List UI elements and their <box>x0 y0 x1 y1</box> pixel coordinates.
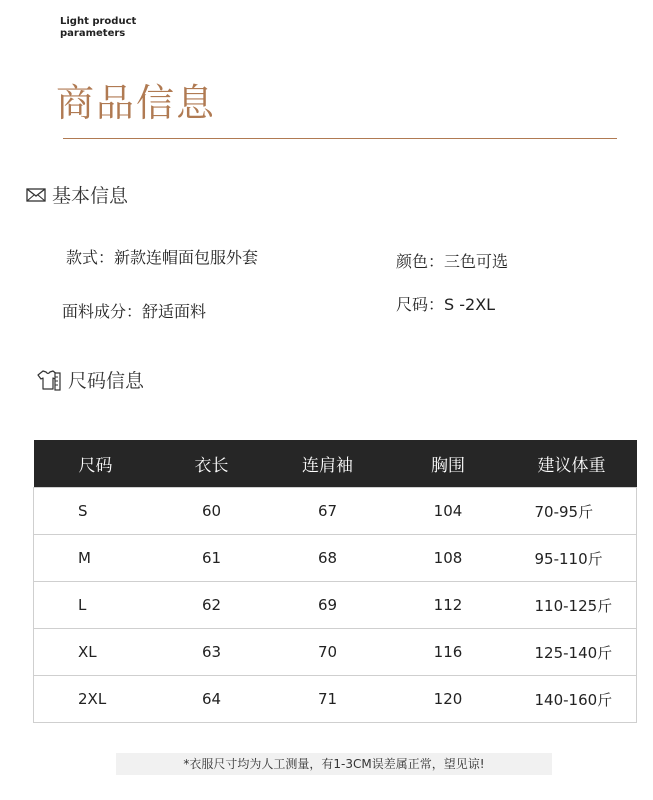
table-row <box>34 535 637 582</box>
cell-sleeve: 70 <box>266 629 390 676</box>
english-subtitle <box>60 16 180 40</box>
col-header-weight: 建议体重 <box>537 456 606 476</box>
cell-size: L <box>34 582 158 629</box>
cell-length: 63 <box>158 629 266 676</box>
table-row <box>34 629 637 676</box>
col-header-length: 衣长 <box>194 456 229 476</box>
english-subtitle-line2: parameters <box>60 28 126 39</box>
cell-sleeve: 71 <box>266 676 390 723</box>
table-row <box>34 488 637 535</box>
english-subtitle-line1: Light product <box>60 16 137 27</box>
cell-size: XL <box>34 629 158 676</box>
basic-info-heading-text: 基本信息 <box>52 185 129 207</box>
envelope-icon <box>26 187 46 203</box>
cell-size: S <box>34 488 158 535</box>
cell-weight: 140-160斤 <box>507 676 637 723</box>
info-style: 款式：新款连帽面包服外套 <box>66 248 259 267</box>
cell-length: 64 <box>158 676 266 723</box>
info-size-range: 尺码：S -2XL <box>396 295 496 314</box>
cell-chest: 120 <box>390 676 507 723</box>
cell-weight: 125-140斤 <box>507 629 637 676</box>
cell-weight: 70-95斤 <box>507 488 637 535</box>
cell-weight: 95-110斤 <box>507 535 637 582</box>
table-row <box>34 676 637 723</box>
cell-weight: 110-125斤 <box>507 582 637 629</box>
cell-length: 60 <box>158 488 266 535</box>
shirt-ruler-icon <box>36 369 62 391</box>
title-divider <box>63 138 617 139</box>
col-header-sleeve: 连肩袖 <box>302 456 353 476</box>
size-table <box>33 440 636 723</box>
cell-length: 62 <box>158 582 266 629</box>
page-title: 商品信息 <box>56 81 217 125</box>
cell-size: 2XL <box>34 676 158 723</box>
table-row <box>34 582 637 629</box>
cell-chest: 116 <box>390 629 507 676</box>
col-header-size: 尺码 <box>78 456 113 476</box>
cell-size: M <box>34 535 158 582</box>
measurement-footnote: *衣服尺寸均为人工测量，有1-3CM误差属正常，望见谅! <box>116 753 552 775</box>
basic-info-heading <box>26 181 128 208</box>
cell-length: 61 <box>158 535 266 582</box>
cell-chest: 112 <box>390 582 507 629</box>
size-table-header-row <box>34 440 637 488</box>
size-info-heading <box>36 366 144 393</box>
size-info-heading-text: 尺码信息 <box>68 370 145 392</box>
info-color: 颜色：三色可选 <box>396 252 509 271</box>
col-header-chest: 胸围 <box>431 456 465 476</box>
cell-chest: 104 <box>390 488 507 535</box>
cell-chest: 108 <box>390 535 507 582</box>
info-fabric: 面料成分：舒适面料 <box>62 302 207 321</box>
cell-sleeve: 67 <box>266 488 390 535</box>
cell-sleeve: 68 <box>266 535 390 582</box>
cell-sleeve: 69 <box>266 582 390 629</box>
